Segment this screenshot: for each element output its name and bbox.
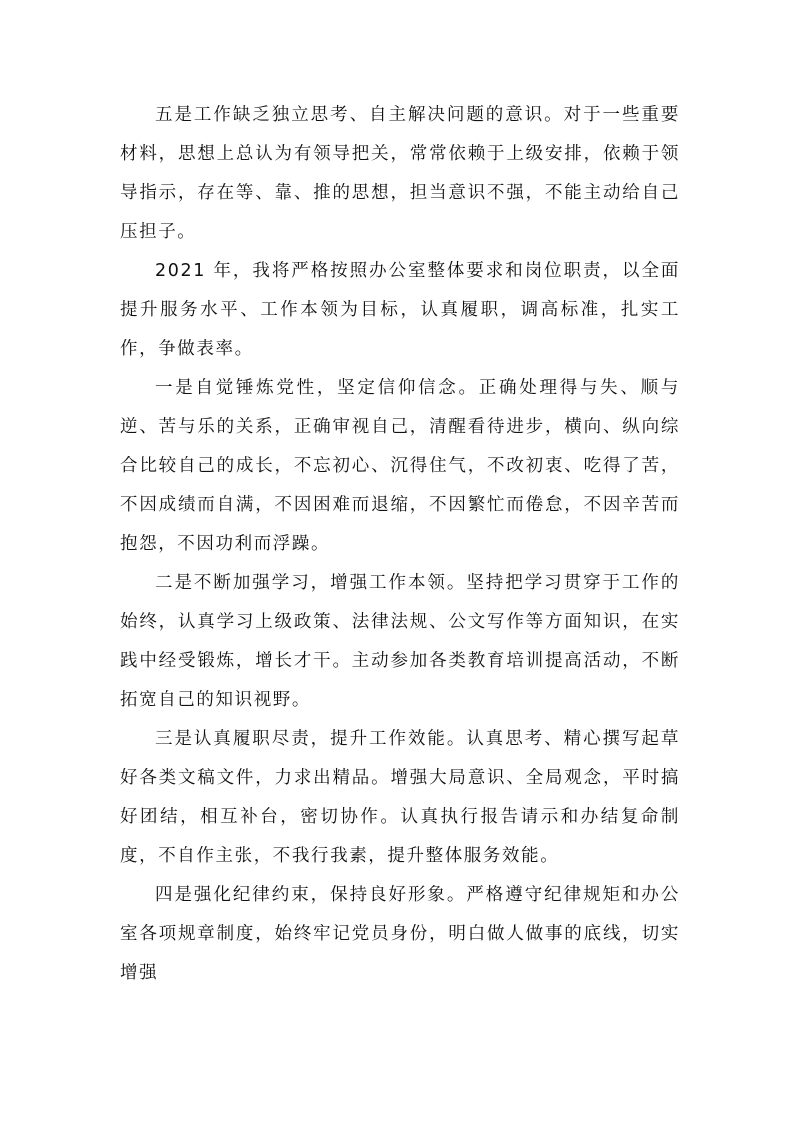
paragraph-2-learning: 二是不断加强学习，增强工作本领。坚持把学习贯穿于工作的始终，认真学习上级政策、法律法规、公文写作等方面知识，在实践中经受锻炼，增长才干。主动参加各类教育培训提高活动，不断拓宽自己的知识视野。 [120,573,680,710]
paragraph-1-party-spirit: 一是自觉锤炼党性，坚定信仰信念。正确处理得与失、顺与逆、苦与乐的关系，正确审视自己，清醒看待进步，横向、纵向综合比较自己的成长，不忘初心、沉得住气，不改初衷、吃得了苦，不因成绩而自满，不因困难而退缩，不因繁忙而倦怠，不因辛苦而抱怨，不因功利而浮躁。 [120,378,680,554]
document-body [120,96,680,993]
paragraph-4-discipline: 四是强化纪律约束，保持良好形象。严格遵守纪律规矩和办公室各项规章制度，始终牢记党员身份，明白做人做事的底线，切实增强 [120,885,680,983]
paragraph-5-weakness: 五是工作缺乏独立思考、自主解决问题的意识。对于一些重要材料，思想上总认为有领导把关，常常依赖于上级安排，依赖于领导指示，存在等、靠、推的思想，担当意识不强，不能主动给自己压担子。 [120,105,680,242]
paragraph-2021-plan: 2021 年，我将严格按照办公室整体要求和岗位职责，以全面提升服务水平、工作本领为目标，认真履职，调高标准，扎实工作，争做表率。 [120,261,680,359]
paragraph-3-duties: 三是认真履职尽责，提升工作效能。认真思考、精心撰写起草好各类文稿文件，力求出精品。增强大局意识、全局观念，平时搞好团结，相互补台，密切协作。认真执行报告请示和办结复命制度，不自作主张，不我行我素，提升整体服务效能。 [120,729,680,866]
